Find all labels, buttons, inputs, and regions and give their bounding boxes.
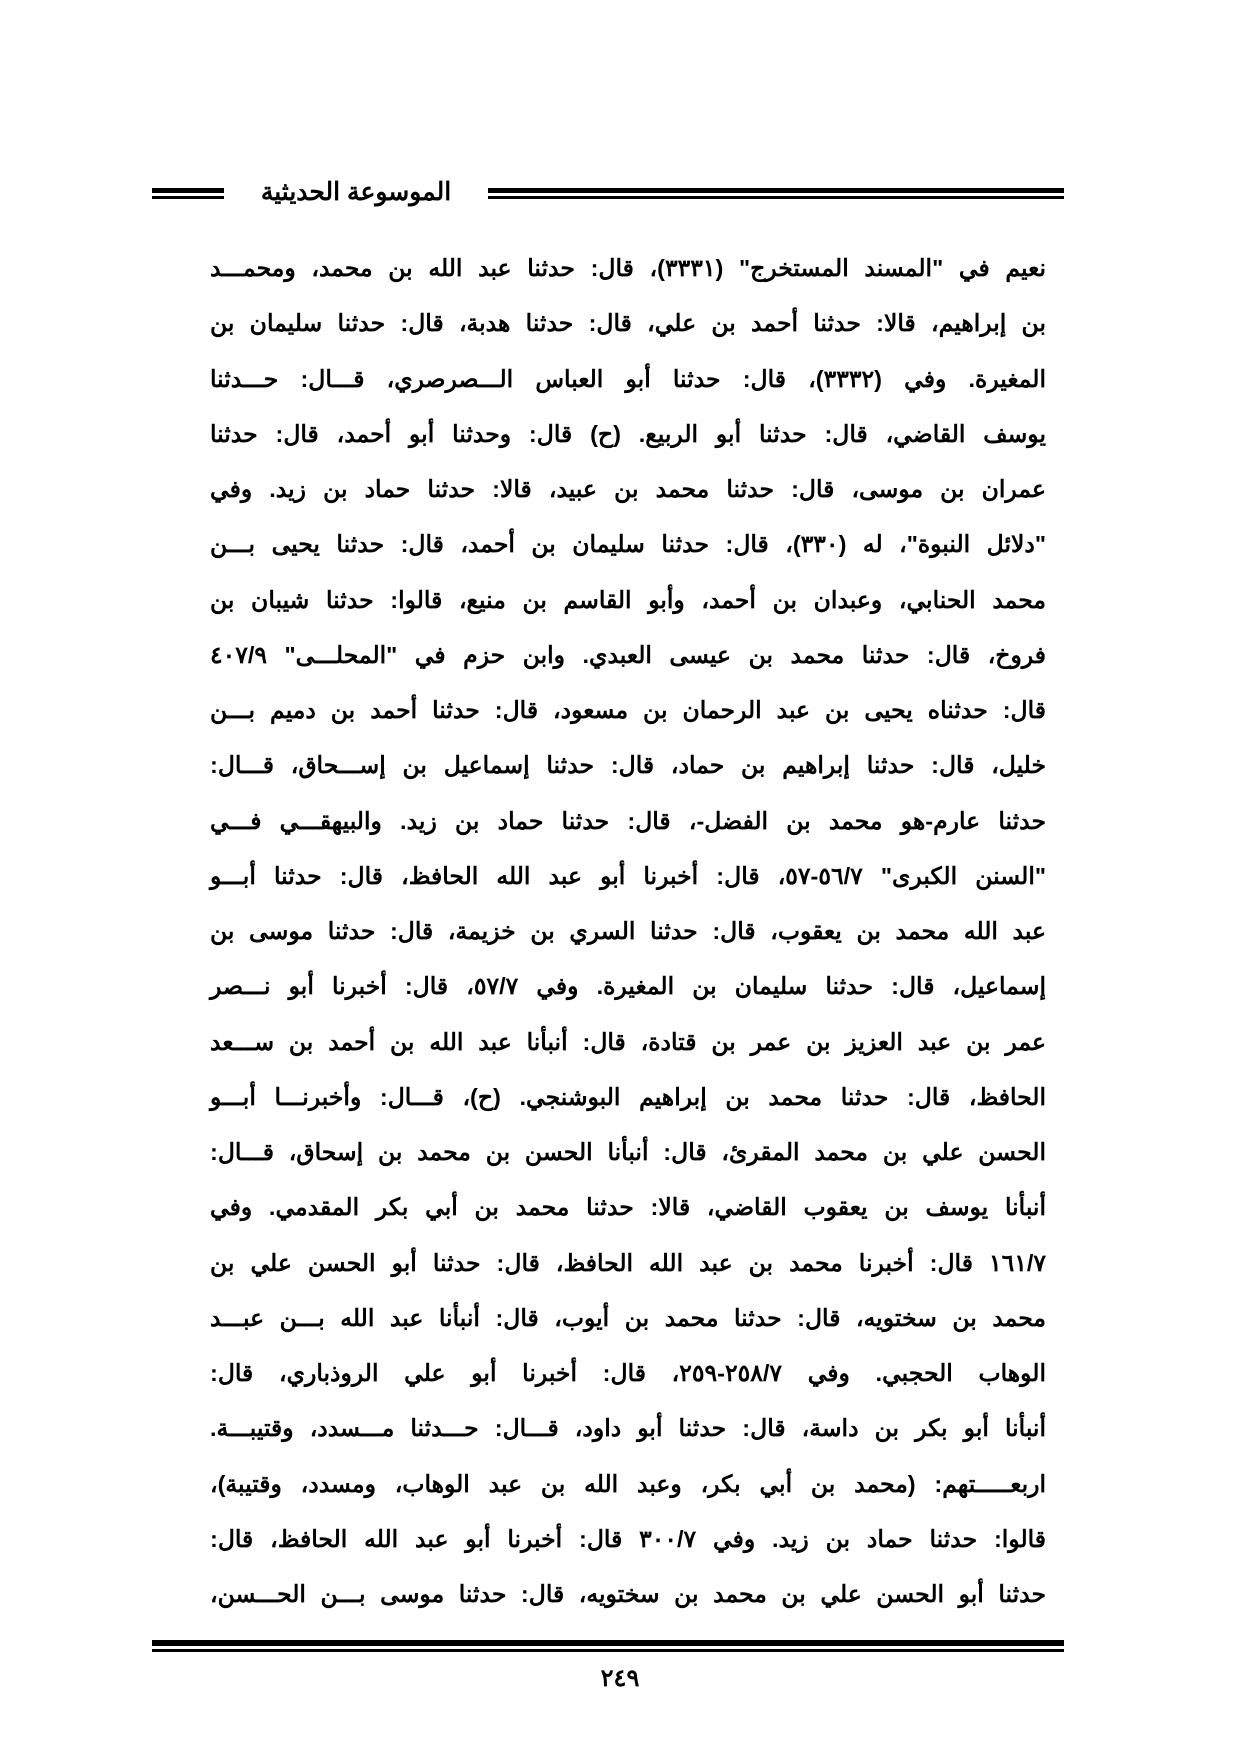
text-line: "دلائل النبوة"، له (٣٣٠)، قال: حدثنا سليمان بن أحمد، قال: حدثنا يحيى بـــن — [210, 531, 1046, 558]
text-line: خليل، قال: حدثنا إبراهيم بن حماد، قال: حدثنا إسماعيل بن إســـحاق، قـــال: — [210, 752, 1046, 779]
text-line: نعيم في "المسند المستخرج" (٣٣٣١)، قال: حدثنا عبد الله بن محمد، ومحمـــد — [210, 255, 1046, 281]
text-line: "السنن الكبرى" ٥٦/٧-٥٧، قال: أخبرنا أبو عبد الله الحافظ، قال: حدثنا أبـــو — [210, 862, 1047, 889]
text-line: عبد الله محمد بن يعقوب، قال: حدثنا السري بن خزيمة، قال: حدثنا موسى بن — [210, 918, 1046, 944]
footer-rule — [152, 1640, 1064, 1653]
text-line: إسماعيل، قال: حدثنا سليمان بن المغيرة. وفي ٥٧/٧، قال: أخبرنا أبو نـــصر — [210, 973, 1046, 1000]
text-line: الحافظ، قال: حدثنا محمد بن إبراهيم البوشنجي. (ح)، قـــال: وأخبرنـــا أبـــو — [210, 1083, 1046, 1110]
text-line: محمد الحنابي، وعبدان بن أحمد، وأبو القاسم بن منيع، قالوا: حدثنا شيبان بن — [210, 586, 1046, 613]
header-rule-left — [152, 188, 224, 199]
text-line: قالوا: حدثنا حماد بن زيد. وفي ٣٠٠/٧ قال: أخبرنا أبو عبد الله الحافظ، قال: — [210, 1525, 1046, 1552]
text-line: محمد بن سختويه، قال: حدثنا محمد بن أيوب، قال: أنبأنا عبد الله بـــن عبـــد — [210, 1304, 1046, 1331]
body-text — [210, 243, 1046, 1624]
running-title: الموسوعة الحديثية — [260, 178, 452, 206]
text-line: بن إبراهيم، قالا: حدثنا أحمد بن علي، قال: حدثنا هدبة، قال: حدثنا سليمان بن — [210, 310, 1046, 337]
text-line: الوهاب الحجبي. وفي ٢٥٨/٧-٢٥٩، قال: أخبرنا أبو علي الروذباري، قال: — [210, 1360, 1046, 1386]
page-number: ٢٤٩ — [600, 1665, 640, 1692]
text-line: عمران بن موسى، قال: حدثنا محمد بن عبيد، قالا: حدثنا حماد بن زيد. وفي — [210, 476, 1046, 502]
header-rule-right — [488, 188, 1064, 199]
text-line: فروخ، قال: حدثنا محمد بن عيسى العبدي. وابن حزم في "المحلـــى" ٤٠٧/٩ — [210, 641, 1046, 668]
text-line: قال: حدثناه يحيى بن عبد الرحمان بن مسعود، قال: حدثنا أحمد بن دميم بـــن — [210, 697, 1046, 723]
text-line: المغيرة. وفي (٣٣٣٢)، قال: حدثنا أبو العباس الـــصرصري، قـــال: حـــدثنا — [210, 365, 1046, 392]
text-line: حدثنا عارم-هو محمد بن الفضل-، قال: حدثنا حماد بن زيد. والبيهقـــي فـــي — [210, 807, 1046, 834]
text-line: أنبأنا أبو بكر بن داسة، قال: حدثنا أبو داود، قـــال: حـــدثنا مـــسدد، وقتيبـــة. — [210, 1415, 1046, 1442]
text-line: اربعـــــتهم: (محمد بن أبي بكر، وعبد الله بن عبد الوهاب، ومسدد، وقتيبة)، — [210, 1470, 1046, 1497]
text-line: ١٦١/٧ قال: أخبرنا محمد بن عبد الله الحافظ، قال: حدثنا أبو الحسن علي بن — [210, 1249, 1046, 1276]
text-line: الحسن علي بن محمد المقرئ، قال: أنبأنا الحسن بن محمد بن إسحاق، قـــال: — [210, 1139, 1046, 1165]
text-line: أنبأنا يوسف بن يعقوب القاضي، قالا: حدثنا محمد بن أبي بكر المقدمي. وفي — [210, 1194, 1046, 1221]
text-line: حدثنا أبو الحسن علي بن محمد بن سختويه، قال: حدثنا موسى بـــن الحـــسن، — [210, 1581, 1046, 1607]
text-line: عمر بن عبد العزيز بن عمر بن قتادة، قال: أنبأنا عبد الله بن أحمد بن ســـعد — [210, 1028, 1046, 1055]
text-line: يوسف القاضي، قال: حدثنا أبو الربيع. (ح) قال: وحدثنا أبو أحمد، قال: حدثنا — [210, 420, 1046, 447]
